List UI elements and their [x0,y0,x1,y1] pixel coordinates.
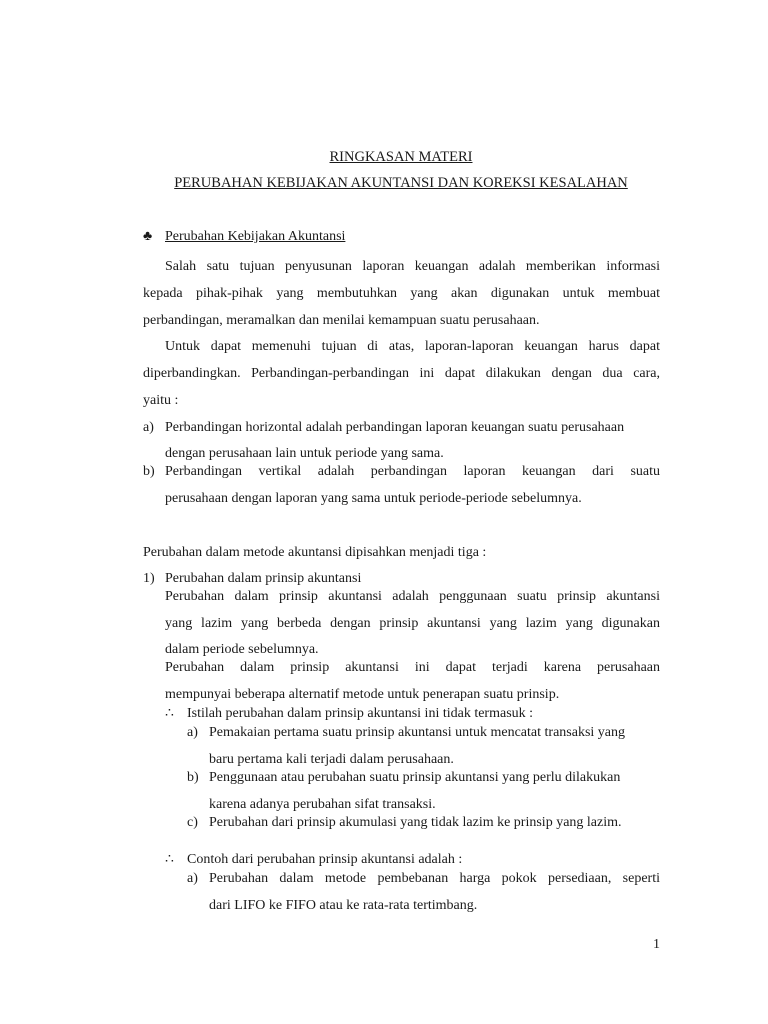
paragraph-line: kepada pihak-pihak yang membutuhkan yang akan digunakan untuk membuat [143,286,660,301]
section-heading: Perubahan Kebijakan Akuntansi [165,229,346,244]
paragraph-line: yaitu : [143,393,179,408]
list-marker: b) [187,770,199,785]
club-bullet-icon: ♣ [143,229,153,244]
list-item-line: Perubahan dari prinsip akumulasi yang tidak lazim ke prinsip yang lazim. [209,815,622,830]
list-item-line: karena adanya perubahan sifat transaksi. [209,797,436,812]
list-marker: a) [143,420,154,435]
paragraph-line: Untuk dapat memenuhi tujuan di atas, laporan-laporan keuangan harus dapat [165,339,660,354]
therefore-icon: ∴ [165,852,174,867]
paragraph-line: mempunyai beberapa alternatif metode untuk penerapan suatu prinsip. [165,687,560,702]
list-item-line: dari LIFO ke FIFO atau ke rata-rata tertimbang. [209,898,478,913]
list-item-line: Perubahan dalam metode pembebanan harga pokok persediaan, seperti [209,871,660,886]
paragraph-line: Perubahan dalam prinsip akuntansi adalah penggunaan suatu prinsip akuntansi [165,589,660,604]
list-item-line: dengan perusahaan lain untuk periode yang sama. [165,446,444,461]
section-intro: Perubahan dalam metode akuntansi dipisahkan menjadi tiga : [143,545,487,560]
list-item-line: Penggunaan atau perubahan suatu prinsip akuntansi yang perlu dilakukan [209,770,621,785]
list-item-line: Pemakaian pertama suatu prinsip akuntansi untuk mencatat transaksi yang [209,725,625,740]
list-item-line: Perbandingan vertikal adalah perbandingan laporan keuangan dari suatu [165,464,660,479]
list-marker: a) [187,871,198,886]
list-item-line: perusahaan dengan laporan yang sama untuk periode-periode sebelumnya. [165,491,582,506]
document-subtitle: PERUBAHAN KEBIJAKAN AKUNTANSI DAN KOREKSI KESALAHAN [174,175,628,191]
paragraph-line: perbandingan, meramalkan dan menilai kemampuan suatu perusahaan. [143,313,540,328]
list-marker: b) [143,464,155,479]
list-marker: 1) [143,571,155,586]
list-item-line: baru pertama kali terjadi dalam perusahaan. [209,752,454,767]
page-number: 1 [653,937,660,952]
item-title: Perubahan dalam prinsip akuntansi [165,571,362,586]
list-marker: c) [187,815,198,830]
paragraph-line: diperbandingkan. Perbandingan-perbandingan ini dapat dilakukan dengan dua cara, [143,366,660,381]
paragraph-line: dalam periode sebelumnya. [165,642,319,657]
paragraph-line: Salah satu tujuan penyusunan laporan keuangan adalah memberikan informasi [165,259,660,274]
document-title: RINGKASAN MATERI [329,149,473,165]
list-item-line: Perbandingan horizontal adalah perbandingan laporan keuangan suatu perusahaan [165,420,625,435]
paragraph-line: yang lazim yang berbeda dengan prinsip akuntansi yang lazim yang digunakan [165,616,660,631]
therefore-icon: ∴ [165,706,174,721]
paragraph-line: Perubahan dalam prinsip akuntansi ini dapat terjadi karena perusahaan [165,660,660,675]
subheading: Contoh dari perubahan prinsip akuntansi adalah : [187,852,463,867]
subheading: Istilah perubahan dalam prinsip akuntansi ini tidak termasuk : [187,706,534,721]
list-marker: a) [187,725,198,740]
